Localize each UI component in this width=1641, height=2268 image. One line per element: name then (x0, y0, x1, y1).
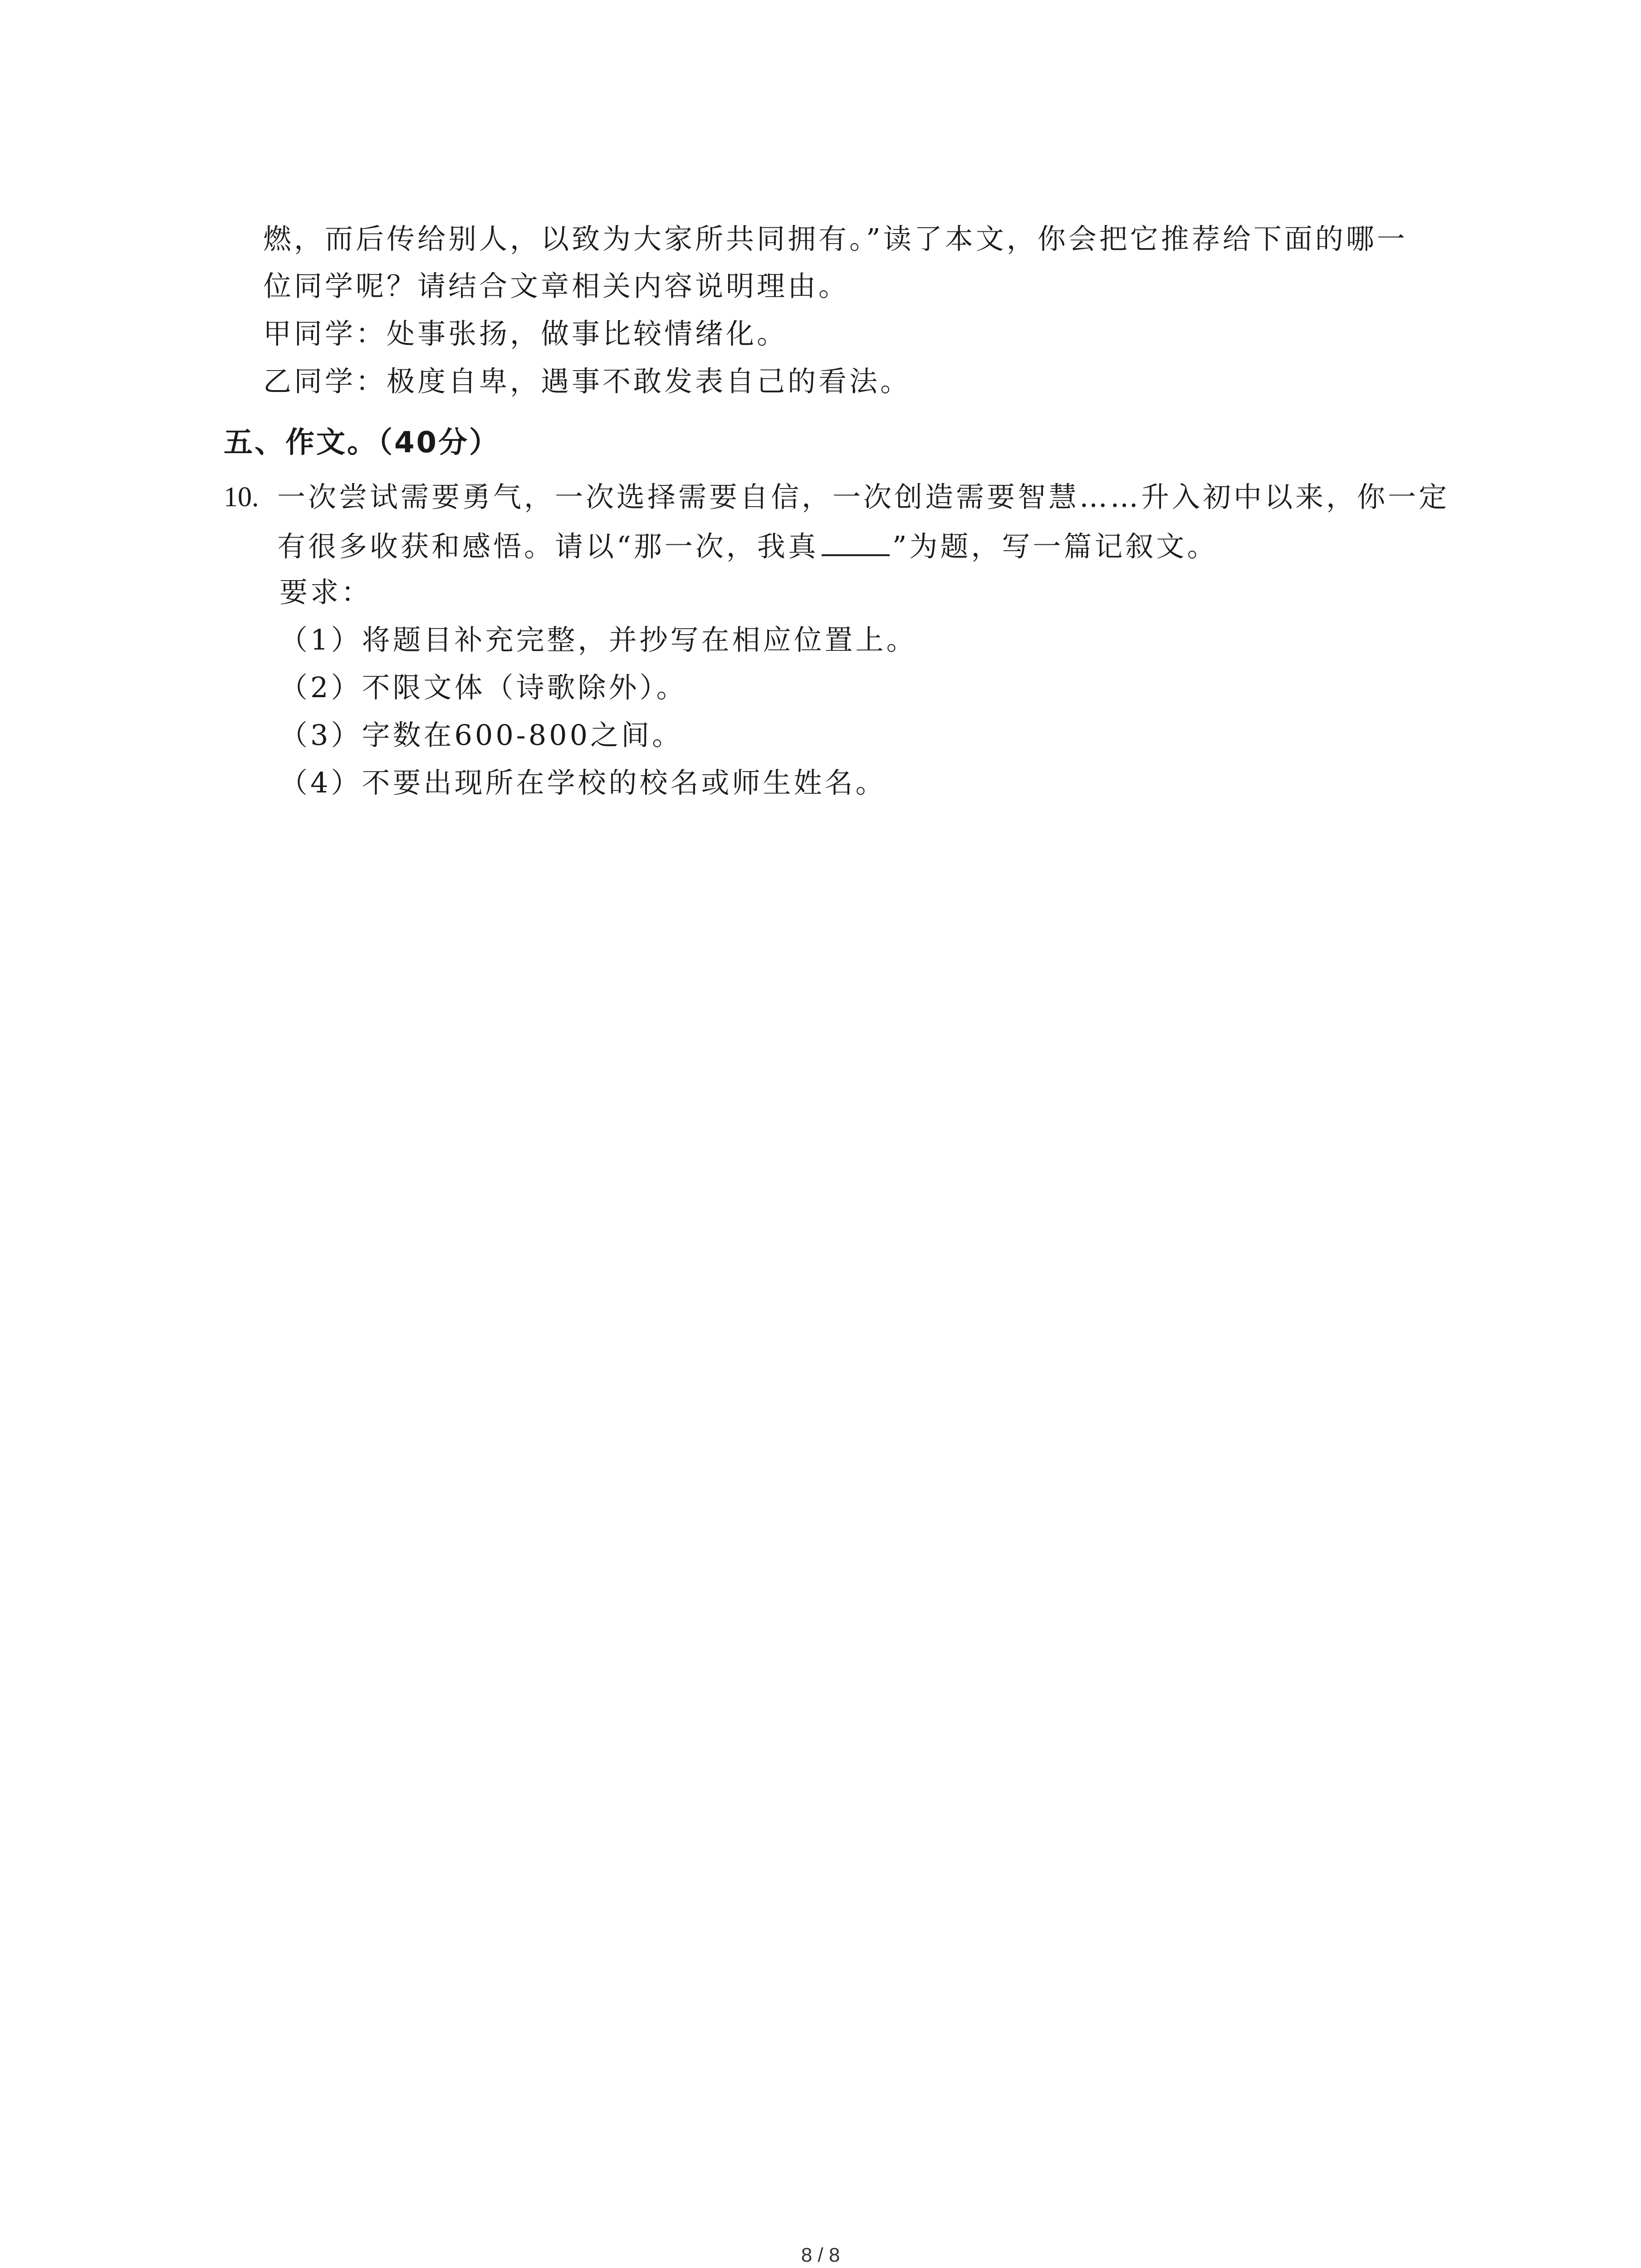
requirement-item-1: （1）将题目补充完整，并抄写在相应位置上。 (279, 623, 917, 656)
page-number: 8 / 8 (801, 2244, 840, 2266)
requirement-item-2: （2）不限文体（诗歌除外）。 (279, 671, 687, 704)
q10-text-line-2 (277, 531, 1218, 561)
q10-text-line-1: 一次尝试需要勇气，一次选择需要自信，一次创造需要智慧……升入初中以来，你一定 (277, 480, 1450, 513)
q9-student-a: 甲同学：处事张扬，做事比较情绪化。 (263, 317, 788, 350)
q10-line-2-end: ”为题，写一篇记叙文。 (892, 530, 1218, 563)
requirement-item-4: （4）不要出现所在学校的校名或师生姓名。 (279, 766, 887, 799)
section-5-title: 五、作文。（40分） (224, 426, 500, 459)
q9-student-b: 乙同学：极度自卑，遇事不敢发表自己的看法。 (263, 365, 911, 398)
requirement-item-3: （3）字数在600-800之间。 (279, 719, 683, 752)
requirements-label: 要求： (279, 576, 372, 609)
title-blank (822, 531, 890, 556)
q9-text-line-1: 燃，而后传给别人，以致为大家所共同拥有。”读了本文，你会把它推荐给下面的哪一 (263, 222, 1408, 255)
question-10-number: 10. (224, 482, 259, 513)
q9-text-line-2: 位同学呢？请结合文章相关内容说明理由。 (263, 269, 850, 303)
q10-line-2-start: 有很多收获和感悟。请以“那一次，我真 (277, 530, 819, 563)
